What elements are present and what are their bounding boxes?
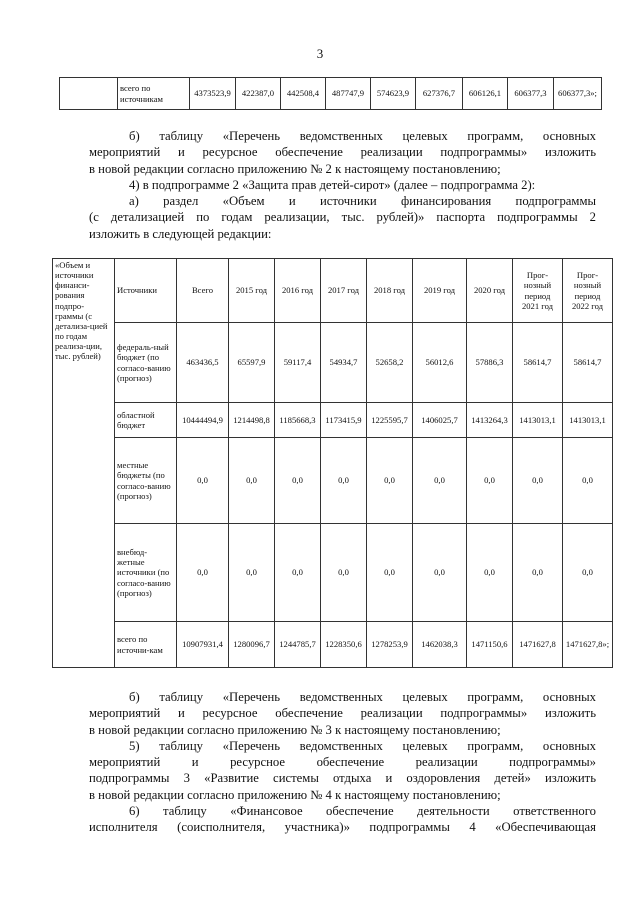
column-header: 2019 год bbox=[413, 259, 467, 323]
value-cell: 0,0 bbox=[467, 438, 513, 524]
value-cell: 1278253,9 bbox=[367, 622, 413, 668]
value-cell: 1413013,1 bbox=[563, 403, 613, 438]
text-line: мероприятий и ресурсное обеспечение реализации подпрограммы» изложить bbox=[89, 706, 596, 721]
table-row bbox=[60, 78, 602, 110]
value-cell: 1280096,7 bbox=[229, 622, 275, 668]
table-header-row bbox=[53, 259, 613, 323]
value-cell: 442508,4 bbox=[281, 78, 326, 110]
value-cell: 10907931,4 bbox=[177, 622, 229, 668]
value-cell: 487747,9 bbox=[326, 78, 371, 110]
section-label: «Объем и источники финанси-рования подпро-граммы (с детализа-цией по годам реализа-ции, тыс. рублей) bbox=[53, 259, 115, 668]
value-cell: 4373523,9 bbox=[190, 78, 236, 110]
value-cell: 65597,9 bbox=[229, 323, 275, 403]
value-cell: 0,0 bbox=[275, 524, 321, 622]
source-cell: федераль-ный бюджет (по согласо-ванию (прогноз) bbox=[115, 323, 177, 403]
value-cell: 0,0 bbox=[367, 438, 413, 524]
value-cell: 1406025,7 bbox=[413, 403, 467, 438]
value-cell: 606126,1 bbox=[463, 78, 508, 110]
page-number: 3 bbox=[316, 46, 324, 61]
value-cell: 0,0 bbox=[321, 524, 367, 622]
value-cell: 10444494,9 bbox=[177, 403, 229, 438]
value-cell: 1244785,7 bbox=[275, 622, 321, 668]
financing-table bbox=[52, 258, 613, 668]
value-cell: 0,0 bbox=[563, 524, 613, 622]
value-cell: 0,0 bbox=[229, 524, 275, 622]
text-line: б) таблицу «Перечень ведомственных целевых программ, основных bbox=[129, 129, 596, 143]
value-cell: 1228350,6 bbox=[321, 622, 367, 668]
value-cell: 54934,7 bbox=[321, 323, 367, 403]
column-header: Прог-нозный период 2022 год bbox=[563, 259, 613, 323]
paragraph-block-2 bbox=[89, 689, 596, 836]
column-header: Всего bbox=[177, 259, 229, 323]
source-cell: внебюд-жетные источники (по согласо-ванию (прогноз) bbox=[115, 524, 177, 622]
value-cell: 59117,4 bbox=[275, 323, 321, 403]
column-header: 2017 год bbox=[321, 259, 367, 323]
column-header: 2020 год bbox=[467, 259, 513, 323]
column-header: 2016 год bbox=[275, 259, 321, 323]
value-cell: 1413013,1 bbox=[513, 403, 563, 438]
text-line: (с детализацией по годам реализации, тыс. рублей)» паспорта подпрограммы 2 bbox=[89, 210, 596, 225]
value-cell: 463436,5 bbox=[177, 323, 229, 403]
text-line: исполнителя (соисполнителя, участника)» подпрограммы 4 «Обеспечивающая bbox=[89, 820, 596, 835]
value-cell: 0,0 bbox=[513, 524, 563, 622]
table-row bbox=[53, 622, 613, 668]
value-cell: 1185668,3 bbox=[275, 403, 321, 438]
value-cell: 56012,6 bbox=[413, 323, 467, 403]
value-cell: 52658,2 bbox=[367, 323, 413, 403]
value-cell: 422387,0 bbox=[236, 78, 281, 110]
column-header: Прог-нозный период 2021 год bbox=[513, 259, 563, 323]
value-cell: 1173415,9 bbox=[321, 403, 367, 438]
text-line: изложить в следующей редакции: bbox=[89, 226, 272, 241]
text-line: б) таблицу «Перечень ведомственных целевых программ, основных bbox=[129, 690, 596, 704]
text-line: в новой редакции согласно приложению № 4 к настоящему постановлению; bbox=[89, 787, 501, 802]
value-cell: 606377,3»; bbox=[554, 78, 602, 110]
value-cell: 0,0 bbox=[413, 524, 467, 622]
value-cell: 1225595,7 bbox=[367, 403, 413, 438]
table-row bbox=[53, 438, 613, 524]
value-cell: 0,0 bbox=[513, 438, 563, 524]
column-header: 2018 год bbox=[367, 259, 413, 323]
value-cell: 1471627,8»; bbox=[563, 622, 613, 668]
column-header: 2015 год bbox=[229, 259, 275, 323]
value-cell: 0,0 bbox=[275, 438, 321, 524]
text-line: а) раздел «Объем и источники финансирования подпрограммы bbox=[129, 194, 596, 209]
source-cell: областной бюджет bbox=[115, 403, 177, 438]
value-cell: 58614,7 bbox=[513, 323, 563, 403]
table-row bbox=[53, 403, 613, 438]
value-cell: 1413264,3 bbox=[467, 403, 513, 438]
text-line: 6) таблицу «Финансовое обеспечение деятельности ответственного bbox=[129, 804, 596, 819]
text-line: подпрограммы 3 «Развитие системы отдыха и оздоровления детей» изложить bbox=[89, 771, 596, 786]
source-cell: местные бюджеты (по согласо-ванию (прогноз) bbox=[115, 438, 177, 524]
empty-cell bbox=[60, 78, 118, 110]
paragraph-block-1 bbox=[89, 128, 596, 242]
value-cell: 0,0 bbox=[177, 438, 229, 524]
column-header: Источники bbox=[115, 259, 177, 323]
table-row bbox=[53, 323, 613, 403]
text-line: 5) таблицу «Перечень ведомственных целевых программ, основных bbox=[129, 738, 596, 753]
value-cell: 0,0 bbox=[321, 438, 367, 524]
table-row bbox=[53, 524, 613, 622]
value-cell: 0,0 bbox=[229, 438, 275, 524]
text-line: в новой редакции согласно приложению № 2 к настоящему постановлению; bbox=[89, 161, 501, 176]
text-line: мероприятий и ресурсное обеспечение реализации подпрограммы» bbox=[89, 755, 596, 770]
value-cell: 1462038,3 bbox=[413, 622, 467, 668]
value-cell: 1471627,8 bbox=[513, 622, 563, 668]
text-line: 4) в подпрограмме 2 «Защита прав детей-сирот» (далее – подпрограмма 2): bbox=[129, 177, 536, 192]
value-cell: 1471150,6 bbox=[467, 622, 513, 668]
value-cell: 0,0 bbox=[177, 524, 229, 622]
value-cell: 1214498,8 bbox=[229, 403, 275, 438]
value-cell: 0,0 bbox=[563, 438, 613, 524]
total-label: всего по источникам bbox=[118, 78, 190, 110]
value-cell: 0,0 bbox=[467, 524, 513, 622]
value-cell: 627376,7 bbox=[416, 78, 463, 110]
value-cell: 57886,3 bbox=[467, 323, 513, 403]
value-cell: 58614,7 bbox=[563, 323, 613, 403]
source-cell: всего по источни-кам bbox=[115, 622, 177, 668]
value-cell: 606377,3 bbox=[508, 78, 554, 110]
totals-continuation-table bbox=[59, 77, 602, 110]
value-cell: 0,0 bbox=[367, 524, 413, 622]
text-line: мероприятий и ресурсное обеспечение реализации подпрограммы» изложить bbox=[89, 145, 596, 160]
text-line: в новой редакции согласно приложению № 3 к настоящему постановлению; bbox=[89, 722, 501, 737]
value-cell: 574623,9 bbox=[371, 78, 416, 110]
value-cell: 0,0 bbox=[413, 438, 467, 524]
